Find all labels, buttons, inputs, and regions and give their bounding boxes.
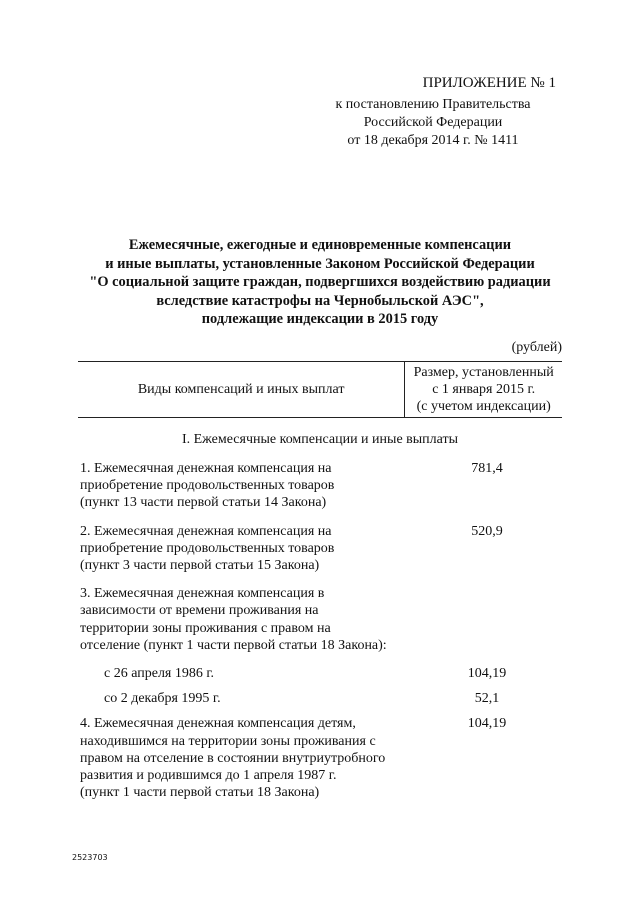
- title-line: "О социальной защите граждан, подвергшихся воздействию радиации: [89, 274, 551, 290]
- table-row: [80, 715, 564, 801]
- row-line: приобретение продовольственных товаров: [80, 478, 335, 494]
- row-value: 781,4: [471, 461, 503, 476]
- row-line: отселение (пункт 1 части первой статьи 18 Закона):: [80, 637, 387, 653]
- row-description: [80, 665, 410, 682]
- row-description: [80, 715, 410, 801]
- row-line: приобретение продовольственных товаров: [80, 540, 335, 556]
- header-amount-line: с 1 января 2015 г.: [432, 382, 536, 397]
- title-line: и иные выплаты, установленные Законом Российской Федерации: [105, 255, 535, 272]
- row-description: [80, 585, 410, 654]
- row-line: 1. Ежемесячная денежная компенсация на: [80, 461, 332, 476]
- units-label: (рублей): [511, 340, 562, 355]
- row-line: 4. Ежемесячная денежная компенсация детям,: [80, 716, 356, 732]
- row-line: 2. Ежемесячная денежная компенсация на: [80, 523, 332, 539]
- appendix-line: Российской Федерации: [363, 115, 503, 130]
- appendix-lines: [303, 96, 563, 150]
- row-value: 104,19: [467, 666, 507, 682]
- header-amount: [404, 362, 562, 417]
- appendix-line: от 18 декабря 2014 г. № 1411: [347, 133, 519, 148]
- appendix-block: [296, 74, 556, 148]
- table-row: [80, 523, 564, 575]
- row-value: 520,9: [471, 523, 503, 539]
- row-description: [80, 523, 410, 575]
- table-row: [80, 585, 564, 654]
- row-description: [80, 460, 410, 512]
- table-row: [80, 665, 564, 682]
- header-amount-line: Размер, установленный: [413, 365, 554, 380]
- appendix-title: ПРИЛОЖЕНИЕ № 1: [422, 75, 556, 91]
- title-line: Ежемесячные, ежегодные и единовременные компенсации: [128, 237, 512, 253]
- row-line: со 2 декабря 1995 г.: [104, 691, 221, 707]
- row-line: (пункт 3 части первой статьи 15 Закона): [80, 558, 320, 574]
- header-amount-line: (с учетом индексации): [416, 399, 551, 414]
- title-line: вследствие катастрофы на Чернобыльской АЭС",: [156, 292, 484, 309]
- row-line: зависимости от времени проживания на: [80, 603, 319, 619]
- footer-code: 2523703: [72, 853, 108, 862]
- compensation-list: [80, 460, 564, 812]
- row-line: развития и родившимся до 1 апреля 1987 г.: [80, 768, 337, 784]
- row-line: с 26 апреля 1986 г.: [104, 666, 215, 682]
- row-value: [410, 585, 564, 654]
- section-title: I. Ежемесячные компенсации и иные выплаты: [181, 432, 459, 447]
- table-header: [78, 361, 562, 418]
- table-row: [80, 690, 564, 707]
- title-line: подлежащие индексации в 2015 году: [201, 311, 439, 327]
- header-kinds: Виды компенсаций и иных выплат: [137, 381, 345, 397]
- table-row: [80, 460, 564, 512]
- row-line: (пункт 13 части первой статьи 14 Закона): [80, 495, 327, 511]
- header-row: [78, 362, 562, 418]
- row-value: 104,19: [467, 716, 507, 732]
- row-line: территории зоны проживания с правом на: [80, 620, 331, 636]
- document-title: [60, 236, 580, 329]
- row-line: правом на отселение в состоянии внутриутробного: [80, 750, 386, 766]
- row-line: 3. Ежемесячная денежная компенсация в: [80, 586, 325, 602]
- row-line: находившимся на территории зоны проживания с: [80, 733, 376, 749]
- row-description: [80, 690, 410, 707]
- appendix-line: к постановлению Правительства: [335, 97, 531, 112]
- row-line: (пункт 1 части первой статьи 18 Закона): [80, 785, 320, 801]
- row-value: 52,1: [474, 691, 500, 707]
